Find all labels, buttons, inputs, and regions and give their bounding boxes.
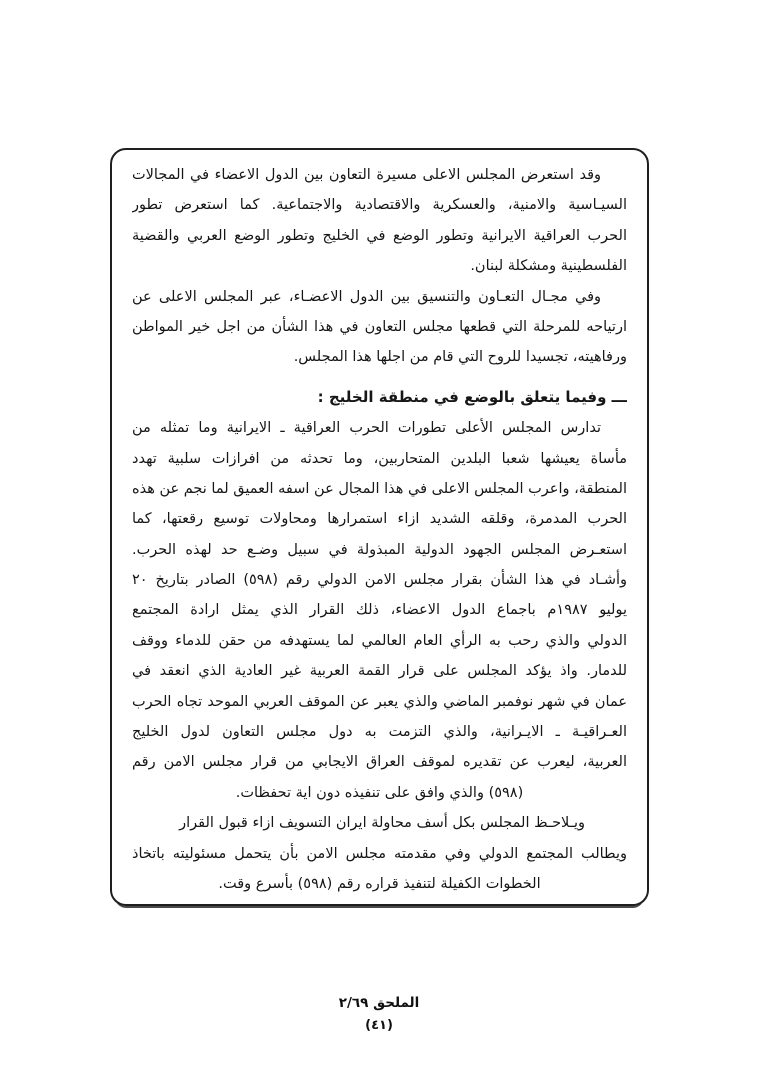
text-line: ورفاهيته، تجسيدا للروح التي قام من اجلها هذا المجلس. xyxy=(293,349,627,366)
text-line: وأشـاد في هذا الشأن بقرار مجلس الامن الدولي رقم (٥٩٨) الصادر بتاريخ ٢٠ xyxy=(132,572,627,589)
text-line: ارتياحه للمرحلة التي قطعها مجلس التعاون في هذا الشأن من اجل خير المواطن xyxy=(132,318,627,335)
text-line: (٥٩٨) والذي وافق على تنفيذه دون اية تحفظات. xyxy=(235,784,524,801)
text-line: ويطالب المجتمع الدولي وفي مقدمته مجلس الامن بأن يتحمل مسئوليته باتخاذ xyxy=(132,845,627,862)
paragraph xyxy=(132,413,627,808)
text-line: العـراقيـة ـ الايـرانية، والذي التزمت به دول مجلس التعاون لدول الخليج xyxy=(132,724,627,741)
text-line: عمان في شهر نوفمبر الماضي والذي يعبر عن الموقف العربي الموحد تجاه الحرب xyxy=(132,693,627,710)
text-line: مأساة يعيشها شعبا البلدين المتحاربين، وما تحدثه من افرازات سلبية تهدد xyxy=(132,450,627,467)
text-line: الخطوات الكفيلة لتنفيذ قراره رقم (٥٩٨) بأسرع وقت. xyxy=(218,875,541,892)
text-line: الدولي والذي رحب به الرأي العام العالمي لما يستهدفه من حقن للدماء ووقف xyxy=(132,632,627,649)
paragraph xyxy=(132,160,627,282)
paragraph xyxy=(132,808,627,899)
text-line: وقد استعرض المجلس الاعلى مسيرة التعاون بين الدول الاعضاء في المجالات xyxy=(132,167,601,183)
text-line: استعـرض المجلس الجهود الدولية المبذولة في سبيل وضـع حد لهذه الحرب. xyxy=(132,541,627,558)
text-line: وفي مجـال التعـاون والتنسيق بين الدول الاعضـاء، عبر المجلس الاعلى عن xyxy=(132,288,601,305)
text-line: السيـاسية والامنية، والعسكرية والاقتصادية والاجتماعية. كما استعرض تطور xyxy=(132,197,627,214)
text-line: العربية، ليعرب عن تقديره لموقف العراق الايجابي من قرار مجلس الامن رقم xyxy=(132,754,627,771)
document-box xyxy=(110,148,649,906)
annex-label: الملحق ٢/٦٩ xyxy=(338,995,420,1011)
text-line: المنطقة، واعرب المجلس الاعلى في هذا المجال عن اسفه العميق لما نجم عن هذه xyxy=(132,480,627,497)
section-heading xyxy=(132,382,627,412)
text-line: تدارس المجلس الأعلى تطورات الحرب العراقية ـ الايرانية وما تمثله من xyxy=(132,420,601,437)
text-line: يوليو ١٩٨٧م باجماع الدول الاعضاء، ذلك القرار الذي يمثل ارادة المجتمع xyxy=(132,602,627,619)
paragraph xyxy=(132,282,627,373)
page-number: (٤١) xyxy=(365,1018,393,1033)
text-line: الفلسطينية ومشكلة لبنان. xyxy=(470,258,627,275)
page-footer xyxy=(0,995,758,1034)
text-line: للدمار. واذ يؤكد المجلس على قرار القمة العربية غير العادية الذي انعقد في xyxy=(132,663,627,680)
text-line: الحرب العراقية الايرانية وتطور الوضع في الخليج وتطور الوضع العربي والقضية xyxy=(132,227,627,244)
text-line: الحرب المدمرة، وقلقه الشديد ازاء استمرارها ومحاولات توسيع رقعتها، كما xyxy=(132,511,627,528)
text-line: ويـلاحـظ المجلس بكل أسف محاولة ايران التسويف ازاء قبول القرار xyxy=(179,815,585,832)
text-line: ـــ وفيما يتعلق بالوضع في منطقة الخليج : xyxy=(317,387,627,406)
